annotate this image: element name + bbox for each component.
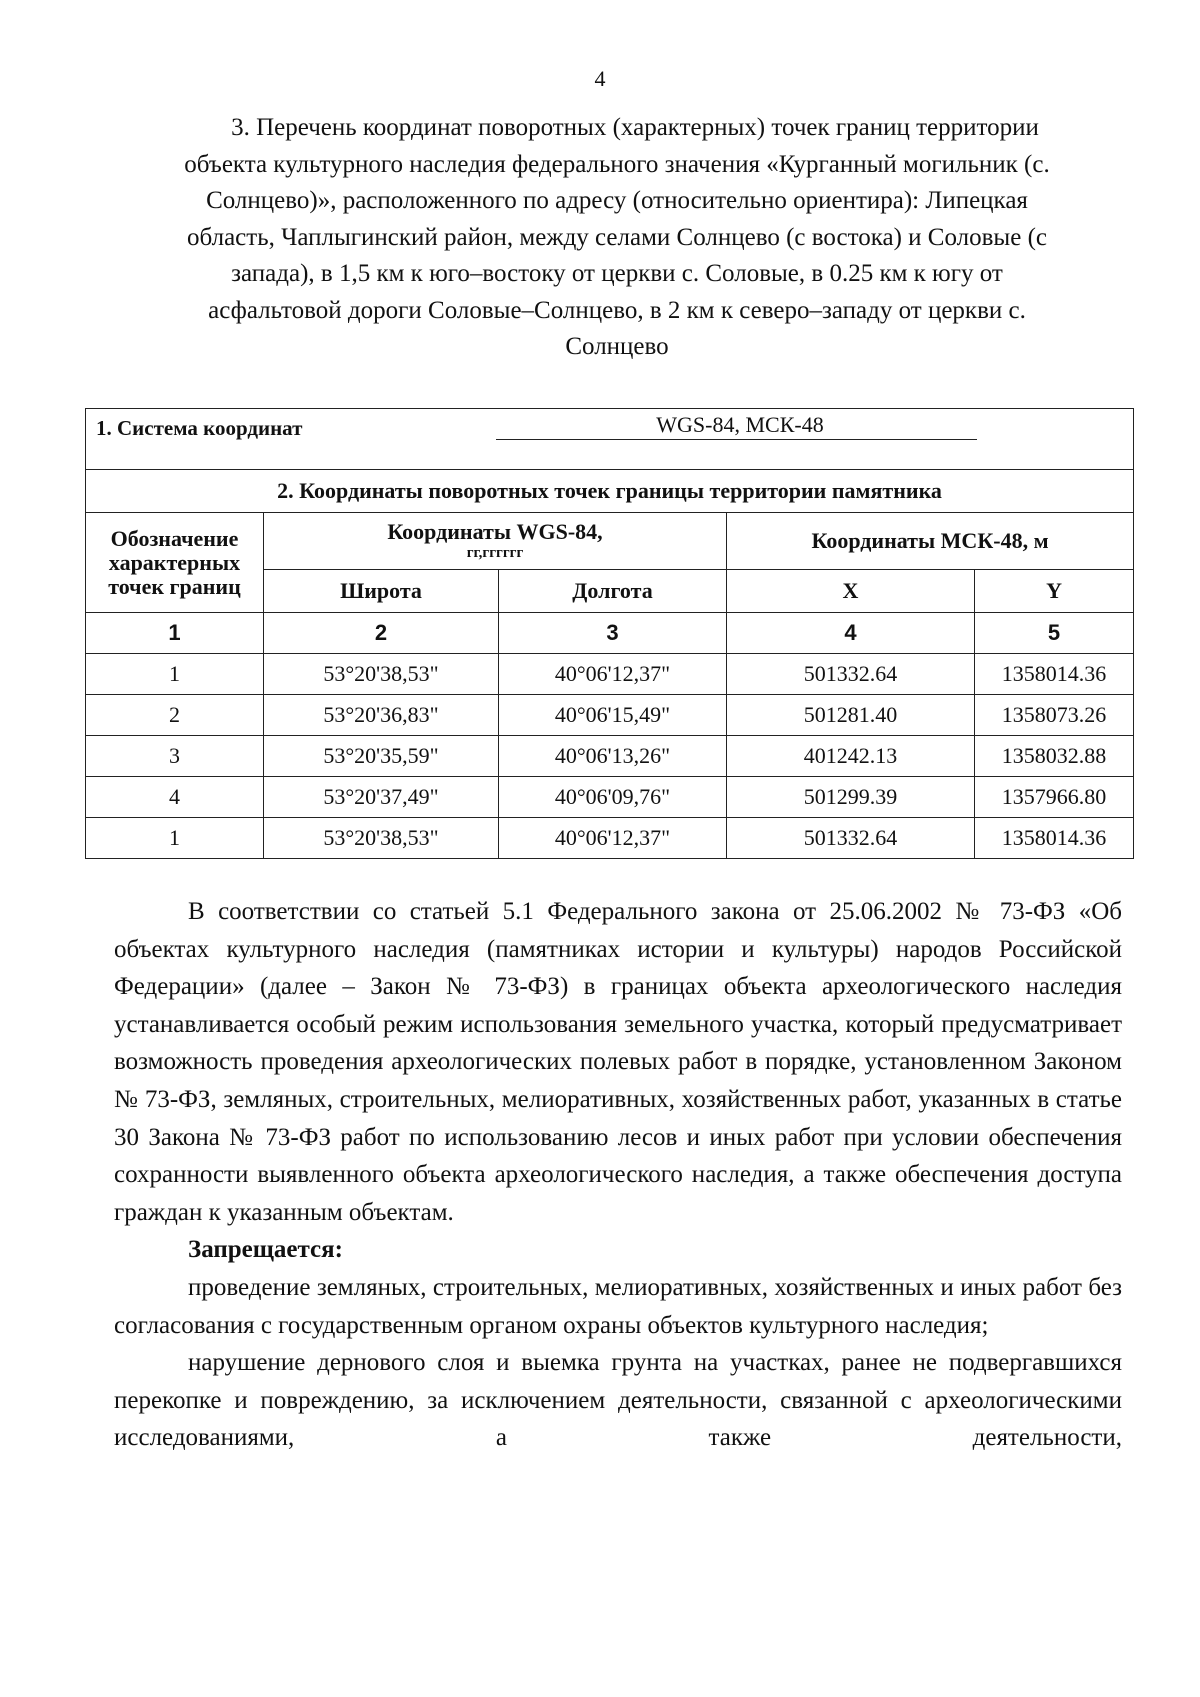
coordinate-system-row: [86, 409, 1134, 470]
coordinate-system-label: 1. Система координат: [96, 416, 303, 440]
header-longitude: Долгота: [499, 570, 727, 613]
heading-line: Солнцево: [565, 333, 669, 360]
table-caption: 2. Координаты поворотных точек границы территории памятника: [86, 470, 1134, 513]
cell-x: 401242.13: [727, 736, 975, 777]
header-latitude: Широта: [264, 570, 499, 613]
table-caption-row: [86, 470, 1134, 513]
header-y: Y: [975, 570, 1134, 613]
paragraph-forbidden-works: проведение земляных, строительных, мелиоративных, хозяйственных и иных работ без согласования с государственным органом охраны объектов культурного наследия;: [114, 1273, 1122, 1339]
column-number-row: [86, 613, 1134, 654]
cell-longitude: 40°06'12,37": [499, 654, 727, 695]
table-row: [86, 654, 1134, 695]
column-number: 1: [86, 613, 264, 654]
cell-latitude: 53°20'38,53": [264, 818, 499, 859]
cell-latitude: 53°20'37,49": [264, 777, 499, 818]
table-row: [86, 818, 1134, 859]
cell-longitude: 40°06'15,49": [499, 695, 727, 736]
heading-line: асфальтовой дороги Соловые–Солнцево, в 2 км к северо–западу от церкви с.: [208, 296, 1026, 324]
heading-line: запада), в 1,5 км к юго–востоку от церкви с. Соловые, в 0.25 км к югу от: [231, 260, 1003, 287]
cell-x: 501281.40: [727, 695, 975, 736]
section-heading: [112, 110, 1122, 366]
forbidden-title: Запрещается:: [188, 1236, 344, 1264]
paragraph-soil-disturbance: нарушение дернового слоя и выемка грунта на участках, ранее не подвергавшихся перекопке и повреждению, за исключением деятельности, связанной с археологическими исследованиями, а также деятельности,: [114, 1349, 1122, 1452]
cell-point: 1: [86, 818, 264, 859]
header-msk: Координаты МСК-48, м: [727, 513, 1134, 570]
coordinate-system-value: WGS-84, МСК-48: [496, 412, 977, 440]
table-row: [86, 695, 1134, 736]
cell-longitude: 40°06'13,26": [499, 736, 727, 777]
table-row: [86, 736, 1134, 777]
cell-y: 1358014.36: [975, 654, 1134, 695]
heading-line: область, Чаплыгинский район, между селами Солнцево (с востока) и Соловые (с: [187, 223, 1047, 251]
header-wgs-title: Координаты WGS-84,: [387, 519, 603, 544]
cell-y: 1357966.80: [975, 777, 1134, 818]
cell-y: 1358032.88: [975, 736, 1134, 777]
cell-y: 1358073.26: [975, 695, 1134, 736]
header-point: Обозначение характерных точек границ: [86, 513, 264, 613]
cell-point: 4: [86, 777, 264, 818]
header-x: X: [727, 570, 975, 613]
page-number: 4: [594, 66, 606, 91]
column-number: 3: [499, 613, 727, 654]
cell-point: 3: [86, 736, 264, 777]
cell-x: 501332.64: [727, 818, 975, 859]
paragraph-law-reference: В соответствии со статьей 5.1 Федерального закона от 25.06.2002 № 73-ФЗ «Об объектах культурного наследия (памятниках истории и культуры) народов Российской Федерации» (далее – Закон № 73-ФЗ) в границах объекта археологического наследия устанавливается особый режим использования земельного участка, который предусматривает возможность проведения археологических полевых работ в порядке, установленном Законом № 73-ФЗ, земляных, строительных, мелиоративных, хозяйственных работ, указанных в статье 30 Закона № 73-ФЗ работ по использованию лесов и иных работ при условии обеспечения сохранности выявленного объекта археологического наследия, а также обеспечения доступа граждан к указанным объектам.: [114, 898, 1122, 1226]
body-text: [114, 893, 1122, 1457]
table-row: [86, 777, 1134, 818]
column-number: 5: [975, 613, 1134, 654]
column-number: 2: [264, 613, 499, 654]
header-wgs: [264, 513, 727, 570]
cell-x: 501299.39: [727, 777, 975, 818]
cell-y: 1358014.36: [975, 818, 1134, 859]
cell-latitude: 53°20'38,53": [264, 654, 499, 695]
cell-longitude: 40°06'09,76": [499, 777, 727, 818]
heading-line: объекта культурного наследия федерального значения «Курганный могильник (с.: [184, 150, 1050, 178]
coordinates-table: [85, 408, 1134, 859]
heading-line: 3. Перечень координат поворотных (характерных) точек границ территории: [231, 114, 1039, 141]
heading-line: Солнцево)», расположенного по адресу (относительно ориентира): Липецкая: [206, 187, 1028, 214]
cell-latitude: 53°20'36,83": [264, 695, 499, 736]
cell-longitude: 40°06'12,37": [499, 818, 727, 859]
column-number: 4: [727, 613, 975, 654]
cell-point: 2: [86, 695, 264, 736]
header-row: [86, 513, 1134, 570]
header-wgs-format: гг,гггггг: [466, 545, 524, 561]
cell-point: 1: [86, 654, 264, 695]
cell-x: 501332.64: [727, 654, 975, 695]
cell-latitude: 53°20'35,59": [264, 736, 499, 777]
